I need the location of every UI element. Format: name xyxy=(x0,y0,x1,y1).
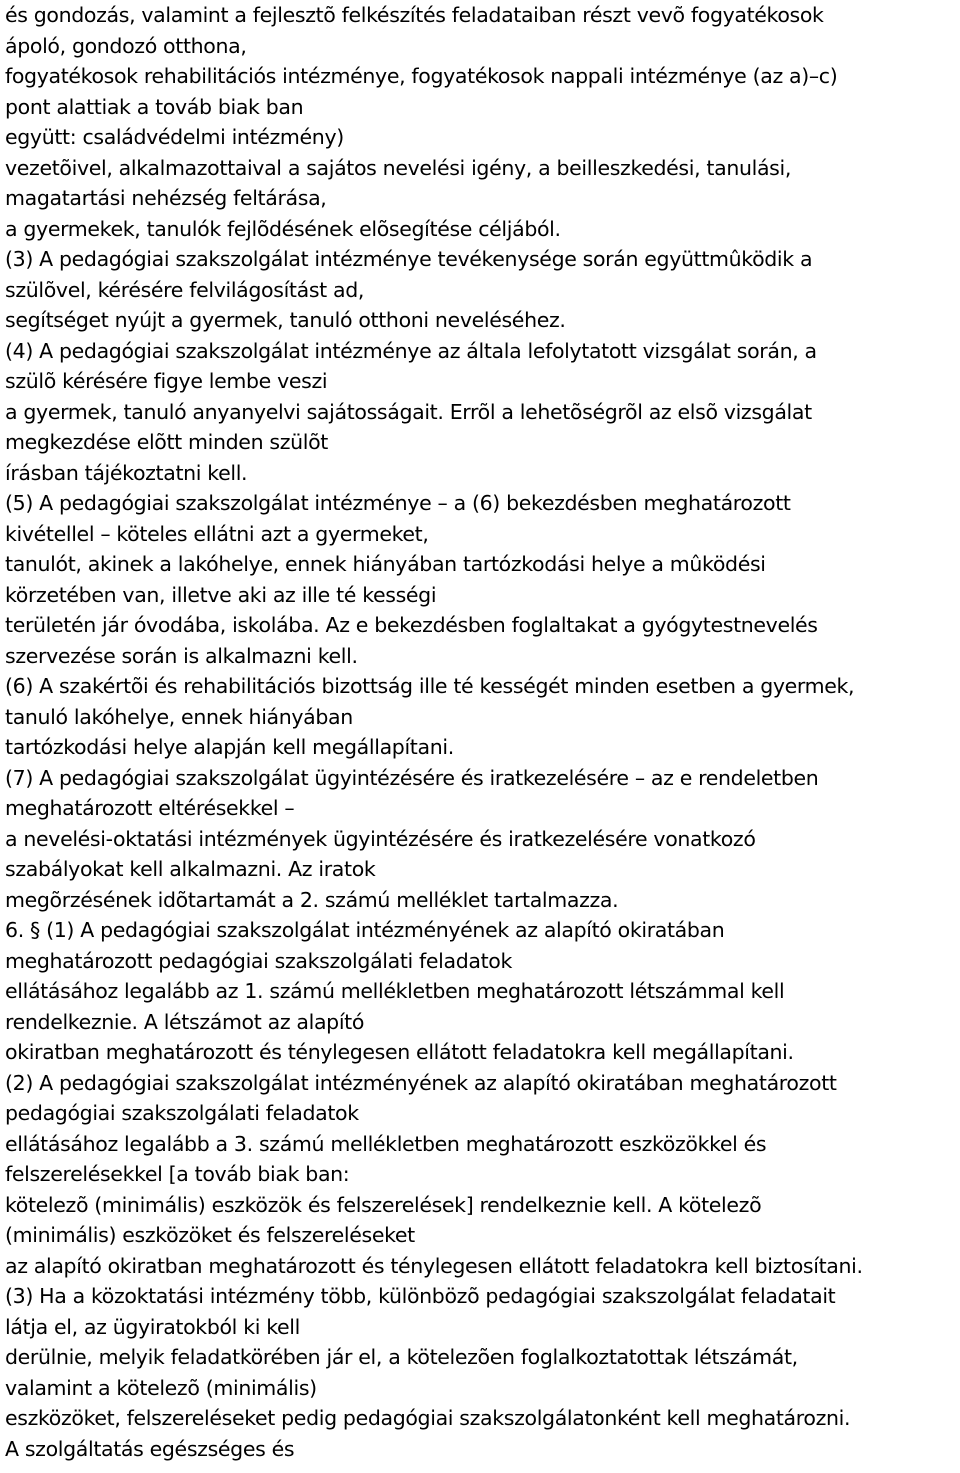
text-line: megkezdése elõtt minden szülõt xyxy=(5,430,328,454)
text-line: a gyermek, tanuló anyanyelvi sajátosságait. Errõl a lehetõségrõl az elsõ vizsgálat xyxy=(5,399,812,424)
text-line: rendelkeznie. A létszámot az alapító xyxy=(5,1009,365,1034)
text-line: eszközöket, felszereléseket pedig pedagógiai szakszolgálatonként kell meghatározni. xyxy=(5,1406,851,1430)
text-line: ellátásához legalább a 3. számú mellékletben meghatározott eszközökkel és xyxy=(5,1131,767,1156)
text-line: magatartási nehézség feltárása, xyxy=(5,186,327,210)
text-line: (2) A pedagógiai szakszolgálat intézményének az alapító okiratában meghatározott xyxy=(5,1070,837,1095)
text-line: szülõ kérésére figye lembe veszi xyxy=(5,369,328,393)
text-line: szabályokat kell alkalmazni. Az iratok xyxy=(5,857,376,881)
text-line: felszerelésekkel [a továb biak ban: xyxy=(5,1162,350,1186)
text-line: A szolgáltatás egészséges és xyxy=(5,1436,295,1461)
text-line: ápoló, gondozó otthona, xyxy=(5,33,247,58)
text-line: az alapító okiratban meghatározott és ténylegesen ellátott feladatokra kell biztosítani. xyxy=(5,1253,863,1278)
text-line: és gondozás, valamint a fejlesztõ felkészítés feladataiban részt vevõ fogyatékosok xyxy=(5,3,824,27)
text-line: meghatározott eltérésekkel – xyxy=(5,796,295,820)
text-line: meghatározott pedagógiai szakszolgálati feladatok xyxy=(5,948,513,973)
text-line: (5) A pedagógiai szakszolgálat intézménye – a (6) bekezdésben meghatározott xyxy=(5,491,791,515)
text-line: vezetõivel, alkalmazottaival a sajátos nevelési igény, a beilleszkedési, tanulási, xyxy=(5,155,792,180)
text-line: (3) Ha a közoktatási intézmény több, különbözõ pedagógiai szakszolgálat feladatait xyxy=(5,1284,836,1308)
text-line: látja el, az ügyiratokból ki kell xyxy=(5,1314,300,1339)
text-line: írásban tájékoztatni kell. xyxy=(5,460,248,485)
text-line: megõrzésének idõtartamát a 2. számú melléklet tartalmazza. xyxy=(5,887,619,912)
text-line: (minimális) eszközöket és felszereléseket xyxy=(5,1223,415,1247)
text-line: ellátásához legalább az 1. számú mellékletben meghatározott létszámmal kell xyxy=(5,979,785,1003)
text-line: tanuló lakóhelye, ennek hiányában xyxy=(5,704,353,729)
text-line: a gyermekek, tanulók fejlõdésének elõsegítése céljából. xyxy=(5,216,561,241)
text-line: szervezése során is alkalmazni kell. xyxy=(5,643,358,668)
text-line: szülõvel, kérésére felvilágosítást ad, xyxy=(5,277,365,302)
text-line: körzetében van, illetve aki az ille té kességi xyxy=(5,582,437,607)
text-line: (6) A szakértõi és rehabilitációs bizottság ille té kességét minden esetben a gyermek, xyxy=(5,674,855,698)
text-line: kivétellel – köteles ellátni azt a gyermeket, xyxy=(5,521,429,546)
text-line: fogyatékosok rehabilitációs intézménye, fogyatékosok nappali intézménye (az a)–c) xyxy=(5,64,838,88)
text-line: területén jár óvodába, iskolába. Az e bekezdésben foglaltakat a gyógytestnevelés xyxy=(5,613,818,637)
text-line: (7) A pedagógiai szakszolgálat ügyintézésére és iratkezelésére – az e rendeletben xyxy=(5,765,819,790)
text-line: kötelezõ (minimális) eszközök és felszerelések] rendelkeznie kell. A kötelezõ xyxy=(5,1192,762,1217)
text-line: a nevelési-oktatási intézmények ügyintézésére és iratkezelésére vonatkozó xyxy=(5,826,756,851)
text-line: valamint a kötelezõ (minimális) xyxy=(5,1375,317,1400)
text-line: tartózkodási helye alapján kell megállapítani. xyxy=(5,735,454,759)
text-line: együtt: családvédelmi intézmény) xyxy=(5,125,344,149)
text-line: pedagógiai szakszolgálati feladatok xyxy=(5,1101,359,1125)
text-line: tanulót, akinek a lakóhelye, ennek hiányában tartózkodási helye a mûködési xyxy=(5,552,766,576)
text-line: pont alattiak a továb biak ban xyxy=(5,94,304,119)
text-line: okiratban meghatározott és ténylegesen ellátott feladatokra kell megállapítani. xyxy=(5,1040,794,1064)
text-line: (3) A pedagógiai szakszolgálat intézménye tevékenysége során együttmûködik a xyxy=(5,247,813,271)
text-line: 6. § (1) A pedagógiai szakszolgálat intézményének az alapító okiratában xyxy=(5,918,725,942)
text-line: derülnie, melyik feladatkörében jár el, a kötelezõen foglalkoztatottak létszámát, xyxy=(5,1345,798,1369)
text-line: (4) A pedagógiai szakszolgálat intézménye az általa lefolytatott vizsgálat során, a xyxy=(5,338,817,363)
text-line: segítséget nyújt a gyermek, tanuló otthoni neveléséhez. xyxy=(5,308,566,332)
